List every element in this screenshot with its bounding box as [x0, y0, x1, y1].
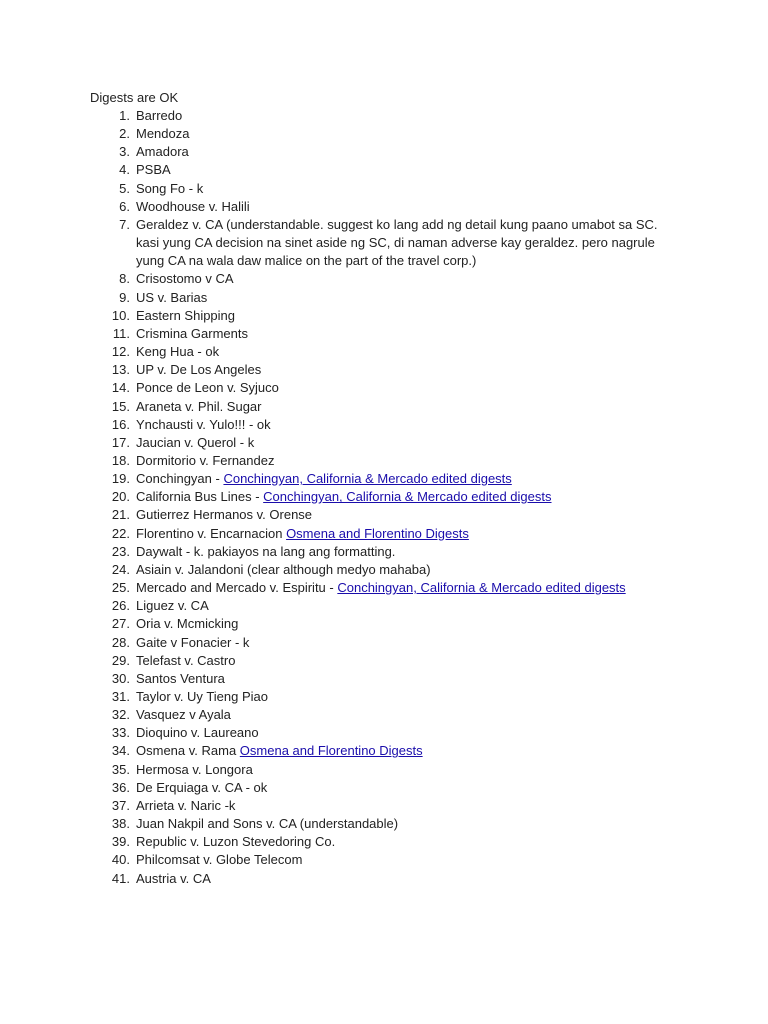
list-item-text: Araneta v. Phil. Sugar [136, 398, 262, 414]
list-item-number: 23. [111, 543, 130, 559]
list-item-number: 29. [111, 652, 130, 668]
list-item [90, 706, 680, 724]
list-item-number: 11. [112, 325, 130, 341]
list-item-text: Conchingyan - [136, 471, 224, 487]
list-item-text: UP v. De Los Angeles [136, 362, 262, 378]
digest-link[interactable]: Conchingyan, California & Mercado edited digests [337, 580, 626, 596]
list-item-number: 14. [111, 380, 130, 396]
list-item-number: 35. [111, 761, 130, 777]
list-item [90, 180, 680, 198]
list-item [90, 506, 680, 524]
list-item-text: Daywalt - k. pakiayos na lang ang formatting. [136, 543, 396, 559]
list-item-text: Woodhouse v. Halili [136, 198, 250, 214]
document-heading: Digests are OK [90, 90, 179, 105]
list-item [90, 815, 680, 833]
list-item-text: Crisostomo v CA [136, 271, 234, 287]
list-item-text: Juan Nakpil and Sons v. CA (understandable) [136, 816, 399, 832]
list-item-text: De Erquiaga v. CA - ok [136, 779, 268, 795]
list-item-text: Asiain v. Jalandoni (clear although medyo mahaba) [136, 561, 431, 577]
list-item-number: 5. [119, 180, 130, 196]
list-item-number: 24. [111, 561, 130, 577]
list-item-text: Republic v. Luzon Stevedoring Co. [136, 834, 336, 850]
digest-list [90, 107, 680, 888]
list-item [90, 488, 680, 506]
list-item-text: Keng Hua - ok [136, 344, 220, 360]
list-item-text: Liguez v. CA [136, 598, 209, 614]
list-item-number: 27. [111, 616, 130, 632]
list-item [90, 198, 680, 216]
list-item-text: Osmena v. Rama [136, 743, 240, 759]
list-item-text: Barredo [136, 108, 183, 123]
list-item-number: 25. [111, 580, 130, 596]
list-item-text: Florentino v. Encarnacion [136, 525, 287, 541]
list-item-number: 38. [111, 816, 130, 832]
list-item [90, 579, 680, 597]
digest-link[interactable]: Osmena and Florentino Digests [239, 743, 423, 759]
list-item-number: 13. [111, 362, 130, 378]
list-item-number: 22. [111, 525, 130, 541]
list-item-number: 8. [119, 271, 130, 287]
list-item [90, 307, 680, 325]
list-item-number: 6. [119, 198, 130, 214]
list-item-number: 20. [111, 489, 130, 505]
list-item-text: Gutierrez Hermanos v. Orense [136, 507, 313, 523]
list-item [90, 452, 680, 470]
list-item-number: 4. [119, 162, 130, 178]
list-item-text: Telefast v. Castro [136, 652, 236, 668]
list-item-number: 21. [111, 507, 130, 523]
list-item [90, 615, 680, 633]
list-item-text: Oria v. Mcmicking [136, 616, 239, 632]
list-item [90, 670, 680, 688]
list-item-number: 10. [111, 307, 130, 323]
list-item-text: Ynchausti v. Yulo!!! - ok [136, 416, 271, 432]
list-item [90, 325, 680, 343]
list-item-text: Geraldez v. CA (understandable. suggest ko lang add ng detail kung paano umabot sa SC. kasi yung CA decision na sinet aside ng SC, di naman adverse kay geraldez. pero nagrule yung CA na wala daw malice on the part of the travel corp.) [136, 216, 658, 269]
list-item-number: 15. [111, 398, 130, 414]
list-item [90, 742, 680, 760]
list-item-number: 40. [111, 852, 130, 868]
list-item-number: 30. [111, 670, 130, 686]
list-item-text: Mercado and Mercado v. Espiritu - [136, 580, 338, 596]
list-item [90, 597, 680, 615]
list-item [90, 634, 680, 652]
list-item-number: 33. [111, 725, 130, 741]
list-item-text: California Bus Lines - [136, 489, 264, 505]
list-item-text: Austria v. CA [136, 870, 211, 886]
list-item [90, 761, 680, 779]
list-item-text: Song Fo - k [136, 180, 204, 196]
list-item [90, 561, 680, 579]
list-item-text: Dioquino v. Laureano [136, 725, 259, 741]
list-item-text: Ponce de Leon v. Syjuco [136, 380, 279, 396]
list-item-text: Philcomsat v. Globe Telecom [136, 852, 303, 868]
list-item-text: Santos Ventura [136, 670, 225, 686]
list-item [90, 161, 680, 179]
list-item-text: Eastern Shipping [136, 307, 236, 323]
list-item [90, 833, 680, 851]
list-item [90, 125, 680, 143]
list-item-number: 41. [111, 870, 130, 886]
list-item [90, 470, 680, 488]
list-item [90, 525, 680, 543]
list-item-number: 12. [111, 344, 130, 360]
list-item-number: 3. [119, 144, 130, 160]
digest-link[interactable]: Conchingyan, California & Mercado edited digests [223, 471, 512, 487]
list-item [90, 289, 680, 307]
list-item-text: Taylor v. Uy Tieng Piao [136, 689, 268, 704]
list-item-text: Crismina Garments [136, 325, 248, 341]
list-item [90, 107, 680, 125]
list-item [90, 398, 680, 416]
list-item-number: 7. [119, 216, 130, 232]
list-item [90, 143, 680, 161]
list-item [90, 379, 680, 397]
list-item [90, 779, 680, 797]
list-item [90, 416, 680, 434]
list-item-number: 26. [111, 598, 130, 614]
list-item [90, 343, 680, 361]
list-item [90, 688, 680, 706]
list-item-text: Jaucian v. Querol - k [136, 434, 255, 450]
list-item-number: 28. [111, 634, 130, 650]
list-item-text: Amadora [136, 144, 189, 160]
list-item-text: Arrieta v. Naric -k [136, 797, 236, 813]
digest-link[interactable]: Conchingyan, California & Mercado edited digests [263, 489, 552, 505]
list-item-number: 18. [111, 452, 130, 468]
list-item-text: Hermosa v. Longora [136, 761, 253, 777]
list-item [90, 361, 680, 379]
list-item-number: 1. [119, 108, 130, 123]
list-item-text: Vasquez v Ayala [136, 707, 231, 723]
list-item-number: 39. [111, 834, 130, 850]
list-item-number: 9. [119, 289, 130, 305]
list-item-text: Gaite v Fonacier - k [136, 634, 250, 650]
list-item-number: 34. [111, 743, 130, 759]
list-item-number: 32. [111, 707, 130, 723]
list-item-text: Mendoza [136, 126, 190, 142]
list-item [90, 724, 680, 742]
list-item [90, 797, 680, 815]
list-item-text: PSBA [136, 162, 171, 178]
list-item-number: 19. [111, 471, 130, 487]
list-item [90, 270, 680, 288]
list-item [90, 216, 680, 270]
list-item-number: 17. [111, 434, 130, 450]
digest-link[interactable]: Osmena and Florentino Digests [286, 525, 469, 541]
list-item [90, 543, 680, 561]
list-item [90, 652, 680, 670]
list-item-text: US v. Barias [136, 289, 208, 305]
list-item-number: 36. [111, 779, 130, 795]
list-item-number: 31. [111, 689, 130, 704]
list-item-number: 37. [111, 797, 130, 813]
list-item [90, 434, 680, 452]
list-item-number: 16. [111, 416, 130, 432]
list-item [90, 870, 680, 888]
list-item [90, 851, 680, 869]
list-item-text: Dormitorio v. Fernandez [136, 452, 275, 468]
list-item-number: 2. [119, 126, 130, 142]
